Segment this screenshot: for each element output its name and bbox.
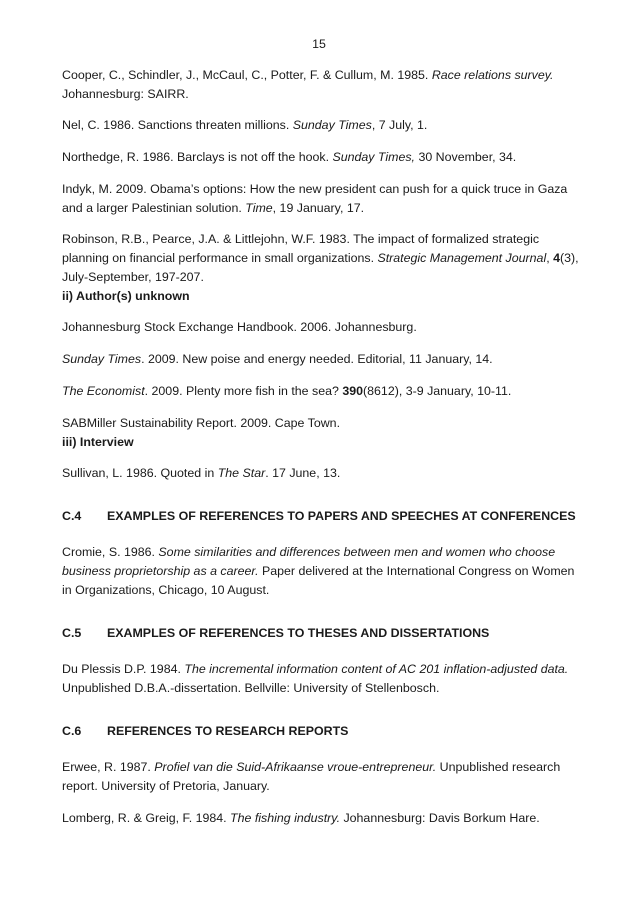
reference-entry: [62, 660, 582, 698]
reference-text: (3), July-September, 197-207.: [62, 251, 579, 284]
reference-entry: [62, 464, 582, 483]
reference-text: . 17 June, 13.: [265, 466, 341, 480]
reference-text: SABMiller Sustainability Report. 2009. Cape Town.: [62, 416, 341, 430]
reference-list: [62, 66, 582, 828]
section-heading-c6: [62, 722, 582, 741]
subheading-author-unknown: ii) Author(s) unknown: [62, 289, 190, 303]
reference-text: Johannesburg: Davis Borkum Hare.: [340, 811, 540, 825]
reference-text: 30 November, 34.: [415, 150, 517, 164]
section-title: EXAMPLES OF REFERENCES TO THESES AND DISSERTATIONS: [107, 626, 490, 640]
reference-entry: [62, 382, 582, 401]
reference-title: Some similarities and differences between men and women who choose business proprietorship as a career.: [62, 545, 556, 578]
section-heading-c4: [62, 507, 582, 526]
reference-entry: [62, 148, 582, 167]
reference-entry: [62, 180, 582, 218]
reference-text: Cromie, S. 1986.: [62, 545, 159, 559]
section-title: REFERENCES TO RESEARCH REPORTS: [107, 724, 349, 738]
reference-text: (8612), 3-9 January, 10-11.: [363, 384, 512, 398]
reference-text: , 7 July, 1.: [371, 118, 428, 132]
reference-title: Sunday Times: [292, 118, 372, 132]
reference-text: , 19 January, 17.: [272, 201, 365, 215]
reference-title: Strategic Management Journal: [377, 251, 547, 265]
reference-entry: [62, 318, 582, 337]
section-title: EXAMPLES OF REFERENCES TO PAPERS AND SPEECHES AT CONFERENCES: [107, 509, 576, 523]
reference-text: Indyk, M. 2009. Obama’s options: How the new president can push for a quick truce in Gaza and a larger Palestinian solution.: [62, 182, 568, 215]
reference-text: Du Plessis D.P. 1984.: [62, 662, 185, 676]
reference-title: The fishing industry.: [230, 811, 341, 825]
reference-title: The Star: [217, 466, 266, 480]
page-number: 15: [312, 37, 326, 51]
reference-text: Paper delivered at the International Congress on Women in Organizations, Chicago, 10 August.: [62, 564, 575, 597]
reference-entry: [62, 230, 582, 287]
subheading-interview: iii) Interview: [62, 435, 134, 449]
section-number: C.5: [62, 626, 82, 640]
reference-volume: 390: [342, 384, 364, 398]
reference-text: ,: [546, 251, 554, 265]
section-number: C.6: [62, 724, 82, 738]
reference-text: Johannesburg Stock Exchange Handbook. 2006. Johannesburg.: [62, 320, 417, 334]
reference-volume: 4: [553, 251, 560, 265]
reference-entry: [62, 809, 582, 828]
reference-entry: [62, 66, 582, 104]
reference-entry: [62, 116, 582, 135]
reference-title: Sunday Times: [62, 352, 142, 366]
reference-title: The Economist: [62, 384, 145, 398]
reference-entry: [62, 414, 582, 433]
reference-title: Profiel van die Suid-Afrikaanse vroue-entrepreneur.: [154, 760, 437, 774]
reference-text: . 2009. New poise and energy needed. Editorial, 11 January, 14.: [141, 352, 493, 366]
reference-entry: [62, 350, 582, 369]
section-heading-c5: [62, 624, 582, 643]
reference-entry: [62, 543, 582, 600]
reference-text: Johannesburg: SAIRR.: [62, 87, 189, 101]
reference-text: Sullivan, L. 1986. Quoted in: [62, 466, 218, 480]
section-number: C.4: [62, 509, 82, 523]
reference-entry: [62, 758, 582, 796]
reference-text: Unpublished D.B.A.-dissertation. Bellville: University of Stellenbosch.: [62, 681, 440, 695]
reference-text: . 2009. Plenty more fish in the sea?: [144, 384, 343, 398]
reference-text: Unpublished research report. University of Pretoria, January.: [62, 760, 561, 793]
reference-text: Northedge, R. 1986. Barclays is not off the hook.: [62, 150, 333, 164]
reference-text: Erwee, R. 1987.: [62, 760, 155, 774]
reference-title: The incremental information content of AC 201 inflation-adjusted data.: [184, 662, 569, 676]
reference-title: Race relations survey.: [431, 68, 554, 82]
reference-title: Time: [245, 201, 273, 215]
reference-text: Lomberg, R. & Greig, F. 1984.: [62, 811, 231, 825]
reference-text: Robinson, R.B., Pearce, J.A. & Littlejohn, W.F. 1983. The impact of formalized strategic planning on financial performance in small organizations.: [62, 232, 540, 265]
reference-text: Cooper, C., Schindler, J., McCaul, C., Potter, F. & Cullum, M. 1985.: [62, 68, 432, 82]
reference-text: Nel, C. 1986. Sanctions threaten millions.: [62, 118, 293, 132]
reference-title: Sunday Times,: [332, 150, 415, 164]
